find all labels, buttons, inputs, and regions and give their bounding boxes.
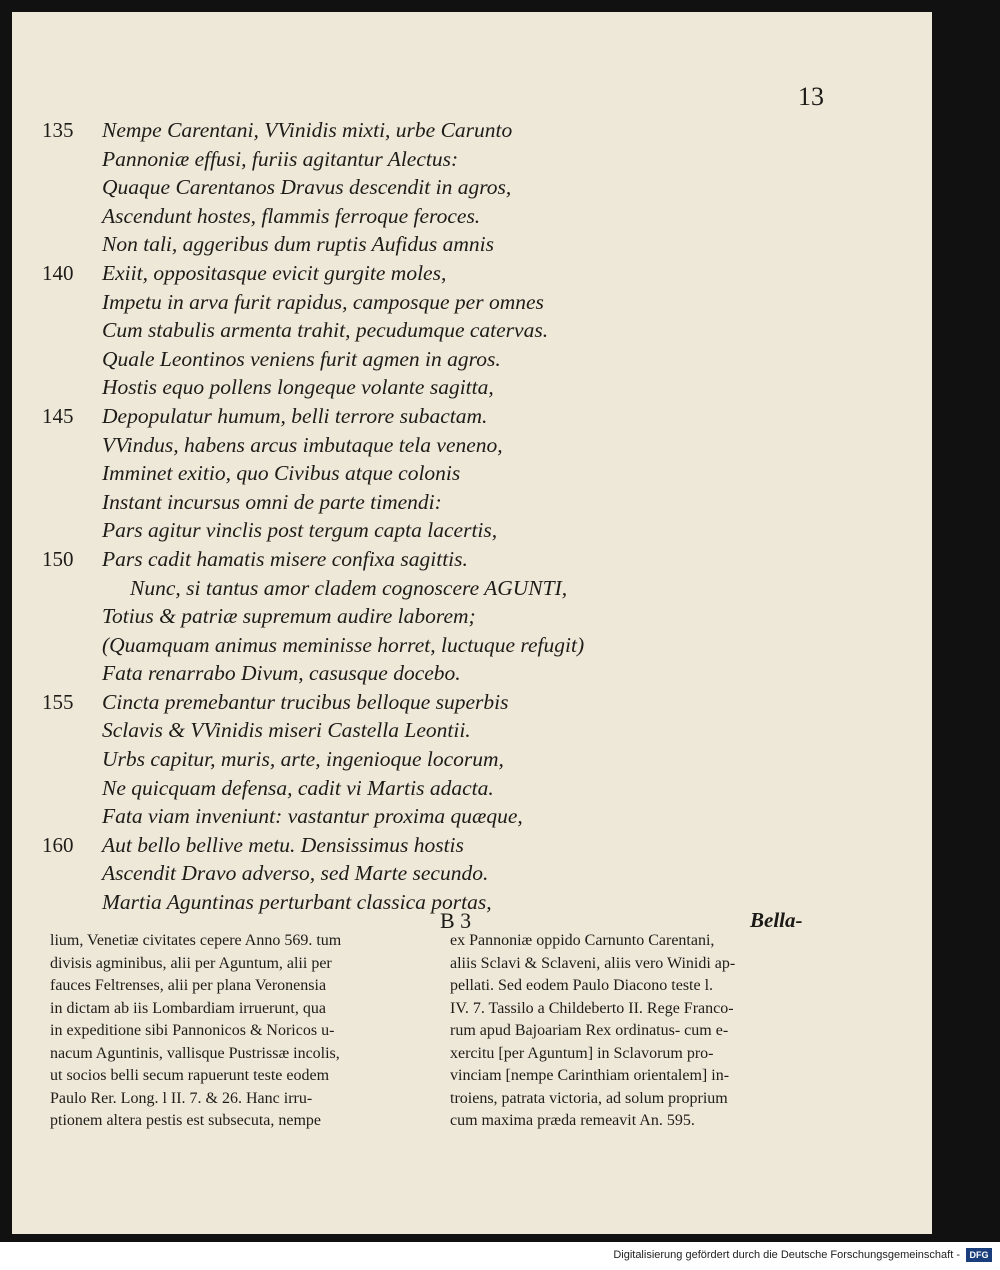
verse-text: Ascendit Dravo adverso, sed Marte secundo. bbox=[102, 861, 489, 886]
verse-text: Instant incursus omni de parte timendi: bbox=[102, 489, 442, 514]
line-number: 150 bbox=[42, 546, 74, 571]
verse-text: Fata viam inveniunt: vastantur proxima quæque, bbox=[102, 804, 523, 829]
verse-line bbox=[12, 147, 912, 176]
footnote-line: divisis agminibus, alii per Aguntum, alii per bbox=[50, 954, 332, 972]
footnote-line: rum apud Bajoariam Rex ordinatus- cum e- bbox=[450, 1022, 729, 1039]
verse-line bbox=[12, 604, 912, 633]
verse-text: Cincta premebantur trucibus belloque superbis bbox=[102, 689, 509, 714]
verse-line bbox=[12, 433, 912, 462]
verse-text: Hostis equo pollens longeque volante sagitta, bbox=[102, 375, 494, 400]
verse-text: Exiit, oppositasque evicit gurgite moles, bbox=[102, 260, 447, 285]
line-number: 160 bbox=[42, 832, 74, 857]
footnote-line: cum maxima præda remeavit An. 595. bbox=[450, 1112, 695, 1129]
verse-line bbox=[12, 661, 912, 690]
footnote-line: aliis Sclavi & Sclaveni, aliis vero Winidi ap- bbox=[450, 954, 736, 972]
verse-line bbox=[12, 518, 912, 547]
verse-text: Totius & patriæ supremum audire laborem; bbox=[102, 604, 476, 629]
verse-text: Martia Aguntinas perturbant classica portas, bbox=[102, 890, 492, 915]
verse-line bbox=[12, 204, 912, 233]
footnote-line: nacum Aguntinis, vallisque Pustrissæ incolis, bbox=[50, 1044, 340, 1062]
verse-text: Fata renarrabo Divum, casusque docebo. bbox=[102, 661, 461, 686]
verse-line bbox=[12, 118, 912, 147]
verse-line bbox=[12, 347, 912, 376]
digitization-footer bbox=[0, 1242, 1000, 1270]
verse-line bbox=[12, 804, 912, 833]
verse-line bbox=[12, 232, 912, 261]
verse-line bbox=[12, 861, 912, 890]
footnote-line: Paulo Rer. Long. l II. 7. & 26. Hanc irru- bbox=[50, 1089, 313, 1107]
verse-line bbox=[12, 318, 912, 347]
page-number: 13 bbox=[798, 82, 824, 111]
verse-text: Impetu in arva furit rapidus, camposque per omnes bbox=[102, 289, 544, 314]
footnote-line: ptionem altera pestis est subsecuta, nempe bbox=[50, 1112, 322, 1129]
verse-text: Urbs capitur, muris, arte, ingenioque locorum, bbox=[102, 747, 504, 772]
book-page bbox=[12, 12, 932, 1234]
verse-line bbox=[12, 290, 912, 319]
verse-text: Pars cadit hamatis misere confixa sagittis. bbox=[102, 546, 468, 571]
verse-text: Aut bello bellive metu. Densissimus hostis bbox=[102, 832, 464, 857]
footnote-line: lium, Venetiæ civitates cepere Anno 569. tum bbox=[50, 932, 342, 949]
verse-line bbox=[12, 375, 912, 404]
verse-text: Pannoniæ effusi, furiis agitantur Alectus: bbox=[102, 146, 459, 171]
verse-line bbox=[12, 776, 912, 805]
verse-text: Non tali, aggeribus dum ruptis Aufidus amnis bbox=[102, 232, 495, 257]
verse-line bbox=[12, 633, 912, 662]
verse-text: Depopulatur humum, belli terrore subactam. bbox=[102, 403, 488, 428]
signature-mark: B 3 bbox=[440, 908, 472, 933]
verse-line bbox=[12, 718, 912, 747]
line-number: 135 bbox=[42, 118, 74, 142]
verse-line bbox=[12, 833, 912, 862]
verse-text: Ascendunt hostes, flammis ferroque feroces. bbox=[102, 203, 481, 228]
verse-line bbox=[12, 747, 912, 776]
poem-text bbox=[12, 118, 912, 919]
footnote-column-left bbox=[50, 932, 440, 1135]
verse-line bbox=[12, 175, 912, 204]
footnote-line: pellati. Sed eodem Paulo Diacono teste l. bbox=[450, 977, 714, 994]
verse-text: Quaque Carentanos Dravus descendit in agros, bbox=[102, 175, 512, 200]
verse-text: Sclavis & VVinidis miseri Castella Leontii. bbox=[102, 718, 471, 743]
dfg-logo-icon: DFG bbox=[966, 1248, 992, 1262]
verse-line bbox=[12, 490, 912, 519]
verse-line bbox=[12, 690, 912, 719]
verse-text: Nempe Carentani, VVinidis mixti, urbe Carunto bbox=[102, 118, 513, 142]
line-number: 140 bbox=[42, 260, 74, 285]
footnote-column-right bbox=[450, 932, 850, 1135]
verse-line bbox=[12, 576, 912, 605]
verse-text: Nunc, si tantus amor cladem cognoscere AGUNTI, bbox=[130, 575, 568, 600]
verse-line bbox=[12, 461, 912, 490]
verse-text: Ne quicquam defensa, cadit vi Martis adacta. bbox=[102, 775, 494, 800]
verse-line bbox=[12, 404, 912, 433]
footnote-line: xercitu [per Aguntum] in Sclavorum pro- bbox=[450, 1044, 714, 1062]
verse-text: Quale Leontinos veniens furit agmen in agros. bbox=[102, 346, 501, 371]
verse-text: Imminet exitio, quo Civibus atque colonis bbox=[102, 461, 461, 486]
verse-text: VVindus, habens arcus imbutaque tela veneno, bbox=[102, 432, 503, 457]
footnote-line: ex Pannoniæ oppido Carnunto Carentani, bbox=[450, 932, 715, 949]
footnote-line: in expeditione sibi Pannonicos & Noricos u- bbox=[50, 1022, 335, 1039]
line-number: 155 bbox=[42, 689, 74, 714]
line-number: 145 bbox=[42, 403, 74, 428]
footnote-line: IV. 7. Tassilo a Childeberto II. Rege Franco- bbox=[450, 999, 734, 1017]
footnote-line: ut socios belli secum rapuerunt teste eodem bbox=[50, 1067, 330, 1084]
catchword: Bella- bbox=[750, 908, 803, 932]
footnote-line: troiens, patrata victoria, ad solum proprium bbox=[450, 1089, 728, 1107]
verse-text: Cum stabulis armenta trahit, pecudumque catervas. bbox=[102, 318, 549, 343]
footnote-line: in dictam ab iis Lombardiam irruerunt, qua bbox=[50, 999, 326, 1017]
footnote-line: vinciam [nempe Carinthiam orientalem] in- bbox=[450, 1067, 730, 1084]
footnote-line: fauces Feltrenses, alii per plana Veronensia bbox=[50, 977, 327, 994]
verse-text: (Quamquam animus meminisse horret, luctuque refugit) bbox=[102, 632, 585, 657]
footer-credit: Digitalisierung gefördert durch die Deutsche Forschungsgemeinschaft - bbox=[613, 1249, 960, 1261]
verse-line bbox=[12, 547, 912, 576]
verse-line bbox=[12, 261, 912, 290]
verse-text: Pars agitur vinclis post tergum capta lacertis, bbox=[102, 518, 498, 543]
